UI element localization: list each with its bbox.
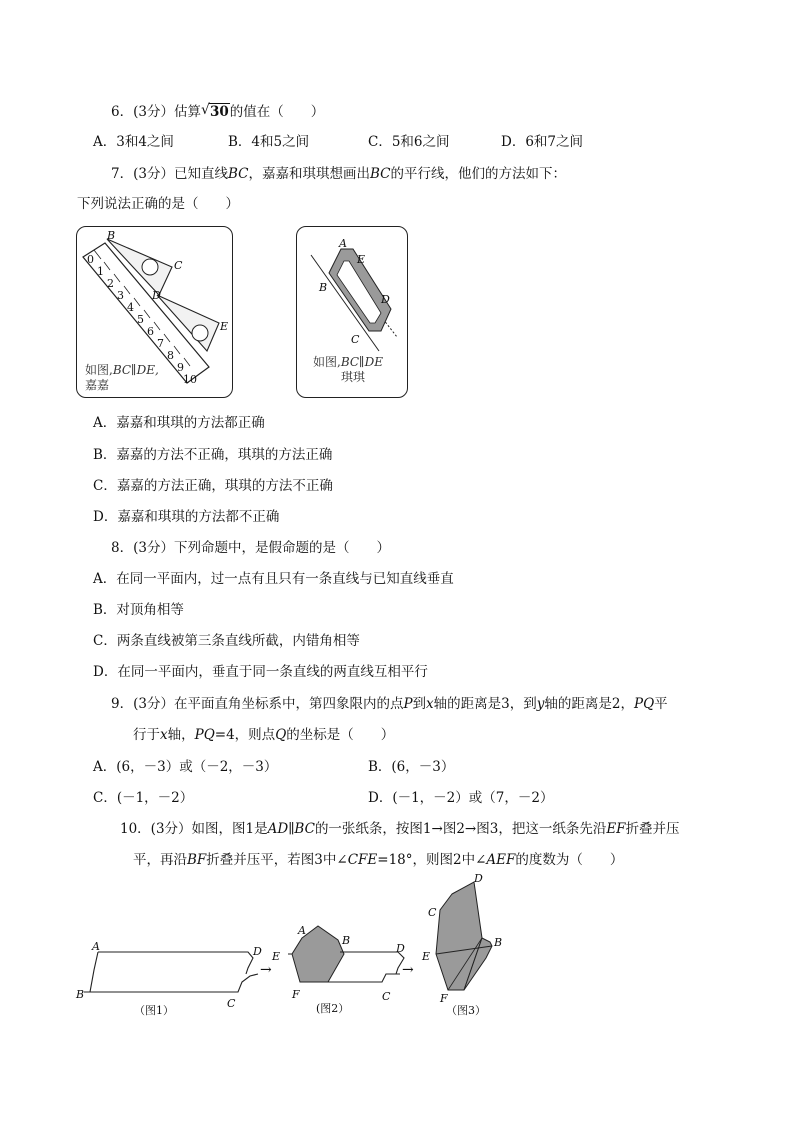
q10-text: 的一张纸条，按图1→图2→图3，把这一纸条先沿 [314,821,607,837]
q7-right-caption [313,355,383,385]
q7-stem-part: ，嘉嘉和琪琪想画出 [248,166,370,182]
q10-text: 的度数为（ ） [515,852,624,868]
q9-text: 轴， [167,727,195,743]
q10-text: 平，再沿 [133,852,187,868]
fig3-label-b: B [494,936,503,949]
q7-figure-qiqi [296,226,408,398]
fig3-caption: （图3） [446,1004,486,1017]
q9-segment-pq: PQ [634,696,655,712]
set-square-hole-upper [142,259,158,275]
point-label-e: E [357,253,366,266]
q10-text: 折叠并压平，若图3中∠ [206,852,348,868]
sqrt-expression [201,103,230,121]
fig3-label-d: D [474,872,483,885]
q9-text: 平 [654,696,668,712]
tick-label: 7 [157,337,164,350]
point-label-d: D [381,293,390,306]
q9-option-d[interactable]: D．(－1，－2）或（7，－2） [368,790,554,806]
q8-option-c[interactable]: C．两条直线被第三条直线所截，内错角相等 [93,633,360,649]
set-square-hole-lower [192,325,208,341]
q6-stem-prefix: 6．(3分）估算 [111,104,201,120]
q7-option-b[interactable]: B．嘉嘉的方法不正确，琪琪的方法正确 [93,447,333,463]
fig1-label-c: C [227,997,236,1010]
caption-name: 嘉嘉 [85,378,110,392]
point-label-c: C [351,333,360,346]
q9-text: 轴的距离是3，到 [433,696,537,712]
fig2-label-e: E [272,950,281,963]
figure-1-strip [75,940,262,1017]
q8-stem: 8．(3分）下列命题中，是假命题的是（ ） [111,540,390,556]
q10-stem-line1 [120,820,680,838]
q7-stem-part: 的平行线，他们的方法如下： [390,166,566,182]
q9-point-q: Q [275,727,287,743]
q6-option-a[interactable]: A．3和4之间 [93,134,174,150]
point-label-d: D [152,289,161,302]
q8-option-b[interactable]: B．对顶角相等 [93,602,184,618]
point-label-a: A [339,237,347,250]
q7-option-d[interactable]: D．嘉嘉和琪琪的方法都不正确 [93,509,280,525]
fig2-caption: (图2） [316,1002,350,1015]
fig2-label-b: B [342,934,351,947]
q10-angle-cfe: CFE [347,852,378,868]
tick-label: 1 [97,265,104,278]
fig1-label-b: B [76,988,85,1001]
q9-segment-pq: PQ [194,727,215,743]
arrow-right-icon: → [402,962,414,978]
tick-label: 10 [183,373,197,386]
q10-folding-diagram [70,870,510,1030]
tick-label: 0 [87,253,94,266]
q7-line-bc: BC [369,166,391,182]
q7-line-bc: BC [227,166,249,182]
q7-stem [111,165,566,183]
q9-point-p: P [403,696,413,712]
caption-text: 如图, [313,355,341,369]
point-label-e: E [220,320,229,333]
q9-axis-x: x [160,727,168,743]
fig3-label-c: C [428,906,437,919]
fig2-label-f: F [292,988,300,1001]
q9-text: =4，则点 [214,727,276,743]
q9-text: 行于 [133,727,160,743]
caption-relation: BC∥DE [340,355,383,369]
q10-relation: AD∥BC [267,821,315,837]
tick-label: 6 [147,325,154,338]
caption-name: 琪琪 [341,370,366,384]
q7-left-caption [85,363,159,393]
point-label-b: B [319,281,328,294]
q7-figure-jiajia [76,226,233,398]
q9-stem-line2 [133,726,394,744]
arrow-right-icon: → [260,962,272,978]
tick-label: 3 [117,289,124,302]
q9-text: 9．(3分）在平面直角坐标系中，第四象限内的点 [111,696,404,712]
q9-text: 的坐标是（ ） [286,727,395,743]
figure-2-strip [271,924,405,1015]
q9-axis-y: y [536,696,545,712]
q9-stem-line1 [111,695,668,713]
radicand: 30 [209,104,229,120]
q9-option-b[interactable]: B．(6，－3） [368,759,455,775]
fig1-caption: （图1） [134,1004,174,1017]
fig2-label-a: A [298,924,306,937]
tick-label: 5 [137,313,144,326]
q10-angle-aef: AEF [486,852,516,868]
q7-prompt: 下列说法正确的是（ ） [77,196,239,212]
tick-label: 8 [167,349,174,362]
q9-axis-x: x [426,696,434,712]
q8-option-d[interactable]: D．在同一平面内，垂直于同一条直线的两直线互相平行 [93,664,428,680]
caption-text: 如图, [85,363,113,377]
fig1-label-a: A [92,940,100,953]
tick-label: 2 [107,277,114,290]
q10-text: 折叠并压 [625,821,680,837]
q7-stem-part: 7．(3分）已知直线 [111,166,228,182]
q9-text: 轴的距离是2， [544,696,634,712]
fig1-label-d: D [253,945,262,958]
radical-sign-icon: √ [200,102,210,118]
q10-text: 10．(3分）如图，图1是 [120,821,268,837]
q6-stem-suffix: 的值在（ ） [229,104,325,120]
fig3-label-e: E [422,950,431,963]
tick-label: 9 [177,361,184,374]
fig3-label-f: F [440,992,448,1005]
q6-option-b[interactable]: B．4和5之间 [228,134,310,150]
fig2-label-d: D [396,942,405,955]
caption-relation: BC∥DE, [112,363,159,377]
q10-segment-bf: BF [187,852,207,868]
figure-3-strip [421,872,502,1017]
q6-option-c[interactable]: C．5和6之间 [368,134,450,150]
q10-segment-ef: EF [606,821,626,837]
fig2-label-c: C [382,990,391,1003]
q9-option-a[interactable]: A．(6，－3）或（－2，－3） [93,759,278,775]
tick-label: 4 [127,301,134,314]
q7-option-a[interactable]: A．嘉嘉和琪琪的方法都正确 [93,415,265,431]
point-label-b: B [107,229,116,242]
q9-option-c[interactable]: C．(－1，－2） [93,790,194,806]
q6-option-d[interactable]: D．6和7之间 [501,134,584,150]
q10-text: =18°，则图2中∠ [377,852,487,868]
q10-stem-line2 [133,851,623,869]
q8-option-a[interactable]: A．在同一平面内，过一点有且只有一条直线与已知直线垂直 [93,571,454,587]
q6-stem [111,103,324,121]
q9-text: 到 [412,696,427,712]
point-label-c: C [174,259,183,272]
q7-option-c[interactable]: C．嘉嘉的方法正确，琪琪的方法不正确 [93,478,333,494]
